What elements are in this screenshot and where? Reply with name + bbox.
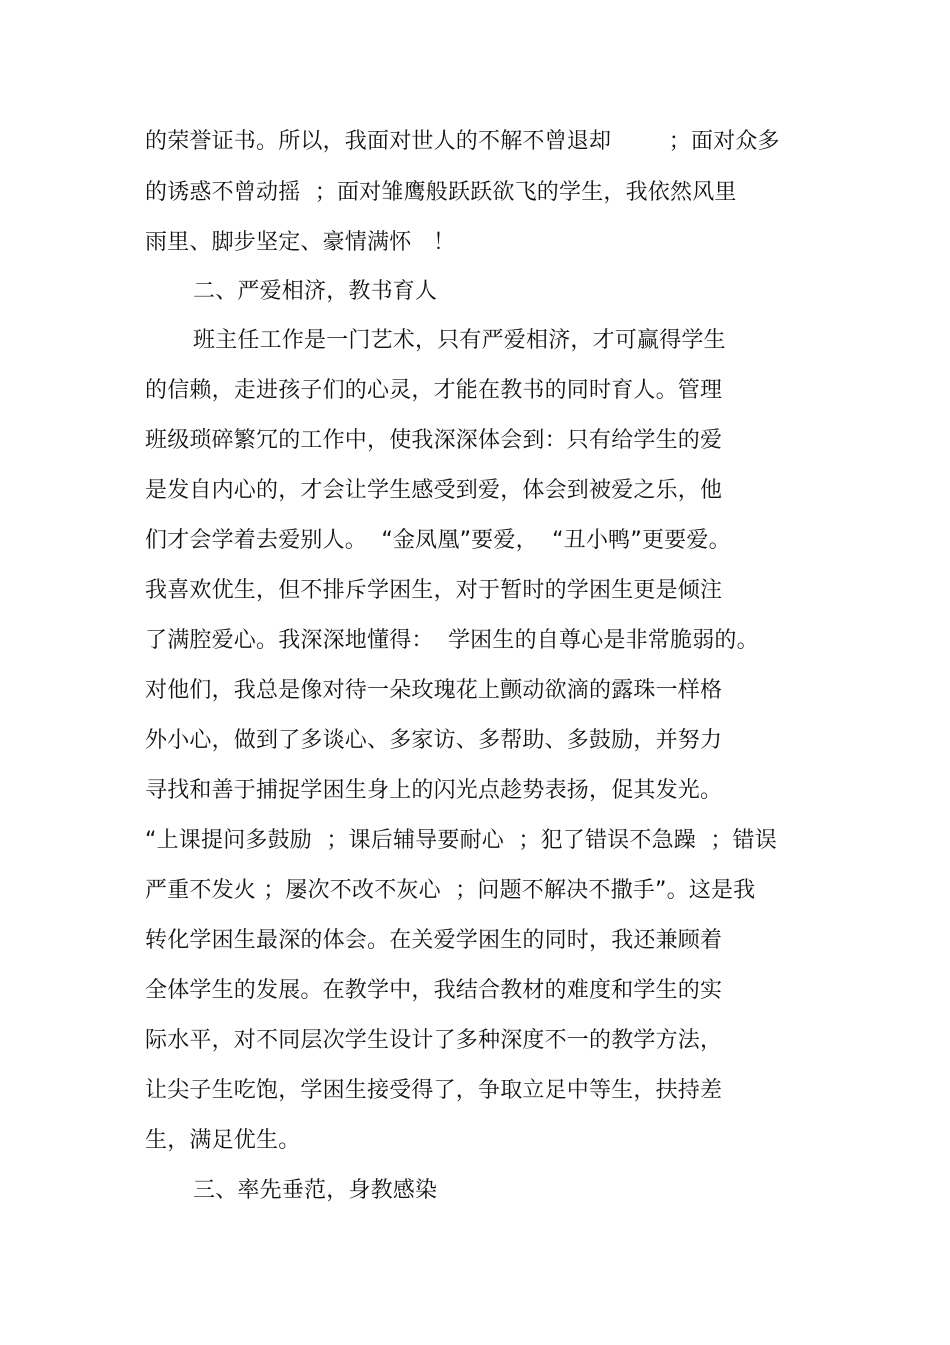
- text-line: 我喜欢优生，但不排斥学困生，对于暂时的学困生更是倾注: [145, 578, 723, 603]
- text-line: 对他们，我总是像对待一朵玫瑰花上颤动欲滴的露珠一样格: [145, 678, 723, 703]
- text-line: 严重不发火 ；屡次不改不灰心 ；问题不解决不撒手”。这是我: [145, 878, 756, 903]
- text-line: 们才会学着去爱别人。 “金凤凰”要爱， “丑小鸭”更要爱。: [145, 528, 731, 553]
- text-line: 的荣誉证书。所以，我面对世人的不解不曾退却 ；面对众多: [145, 129, 780, 154]
- text-line: 班级琐碎繁冗的工作中，使我深深体会到：只有给学生的爱: [145, 428, 723, 453]
- text-line: “上课提问多鼓励 ；课后辅导要耐心 ；犯了错误不急躁 ；错误: [145, 828, 777, 853]
- text-line: 了满腔爱心。我深深地懂得： 学困生的自尊心是非常脆弱的。: [145, 628, 759, 653]
- section-heading: 二、严爱相济，教书育人: [193, 279, 438, 304]
- text-line: 让尖子生吃饱，学困生接受得了，争取立足中等生，扶持差: [145, 1078, 723, 1103]
- text-line: 雨里、脚步坚定、豪情满怀 ！: [145, 230, 456, 255]
- paragraph-first-line: 班主任工作是一门艺术，只有严爱相济，才可赢得学生: [193, 328, 726, 353]
- text-line: 转化学困生最深的体会。在关爱学困生的同时，我还兼顾着: [145, 928, 723, 953]
- section-heading: 三、率先垂范，身教感染: [193, 1178, 438, 1203]
- text-line: 全体学生的发展。在教学中，我结合教材的难度和学生的实: [145, 978, 723, 1003]
- text-line: 是发自内心的，才会让学生感受到爱，体会到被爱之乐，他: [145, 478, 723, 503]
- text-line: 的信赖，走进孩子们的心灵，才能在教书的同时育人。管理: [145, 378, 723, 403]
- text-line: 生，满足优生。: [145, 1128, 301, 1153]
- text-line: 寻找和善于捕捉学困生身上的闪光点趁势表扬，促其发光。: [145, 778, 723, 803]
- text-line: 外小心，做到了多谈心、多家访、多帮助、多鼓励，并努力: [145, 728, 723, 753]
- text-line: 际水平，对不同层次学生设计了多种深度不一的教学方法，: [145, 1028, 723, 1053]
- text-line: 的诱惑不曾动摇 ；面对雏鹰般跃跃欲飞的学生，我依然风里: [145, 180, 737, 205]
